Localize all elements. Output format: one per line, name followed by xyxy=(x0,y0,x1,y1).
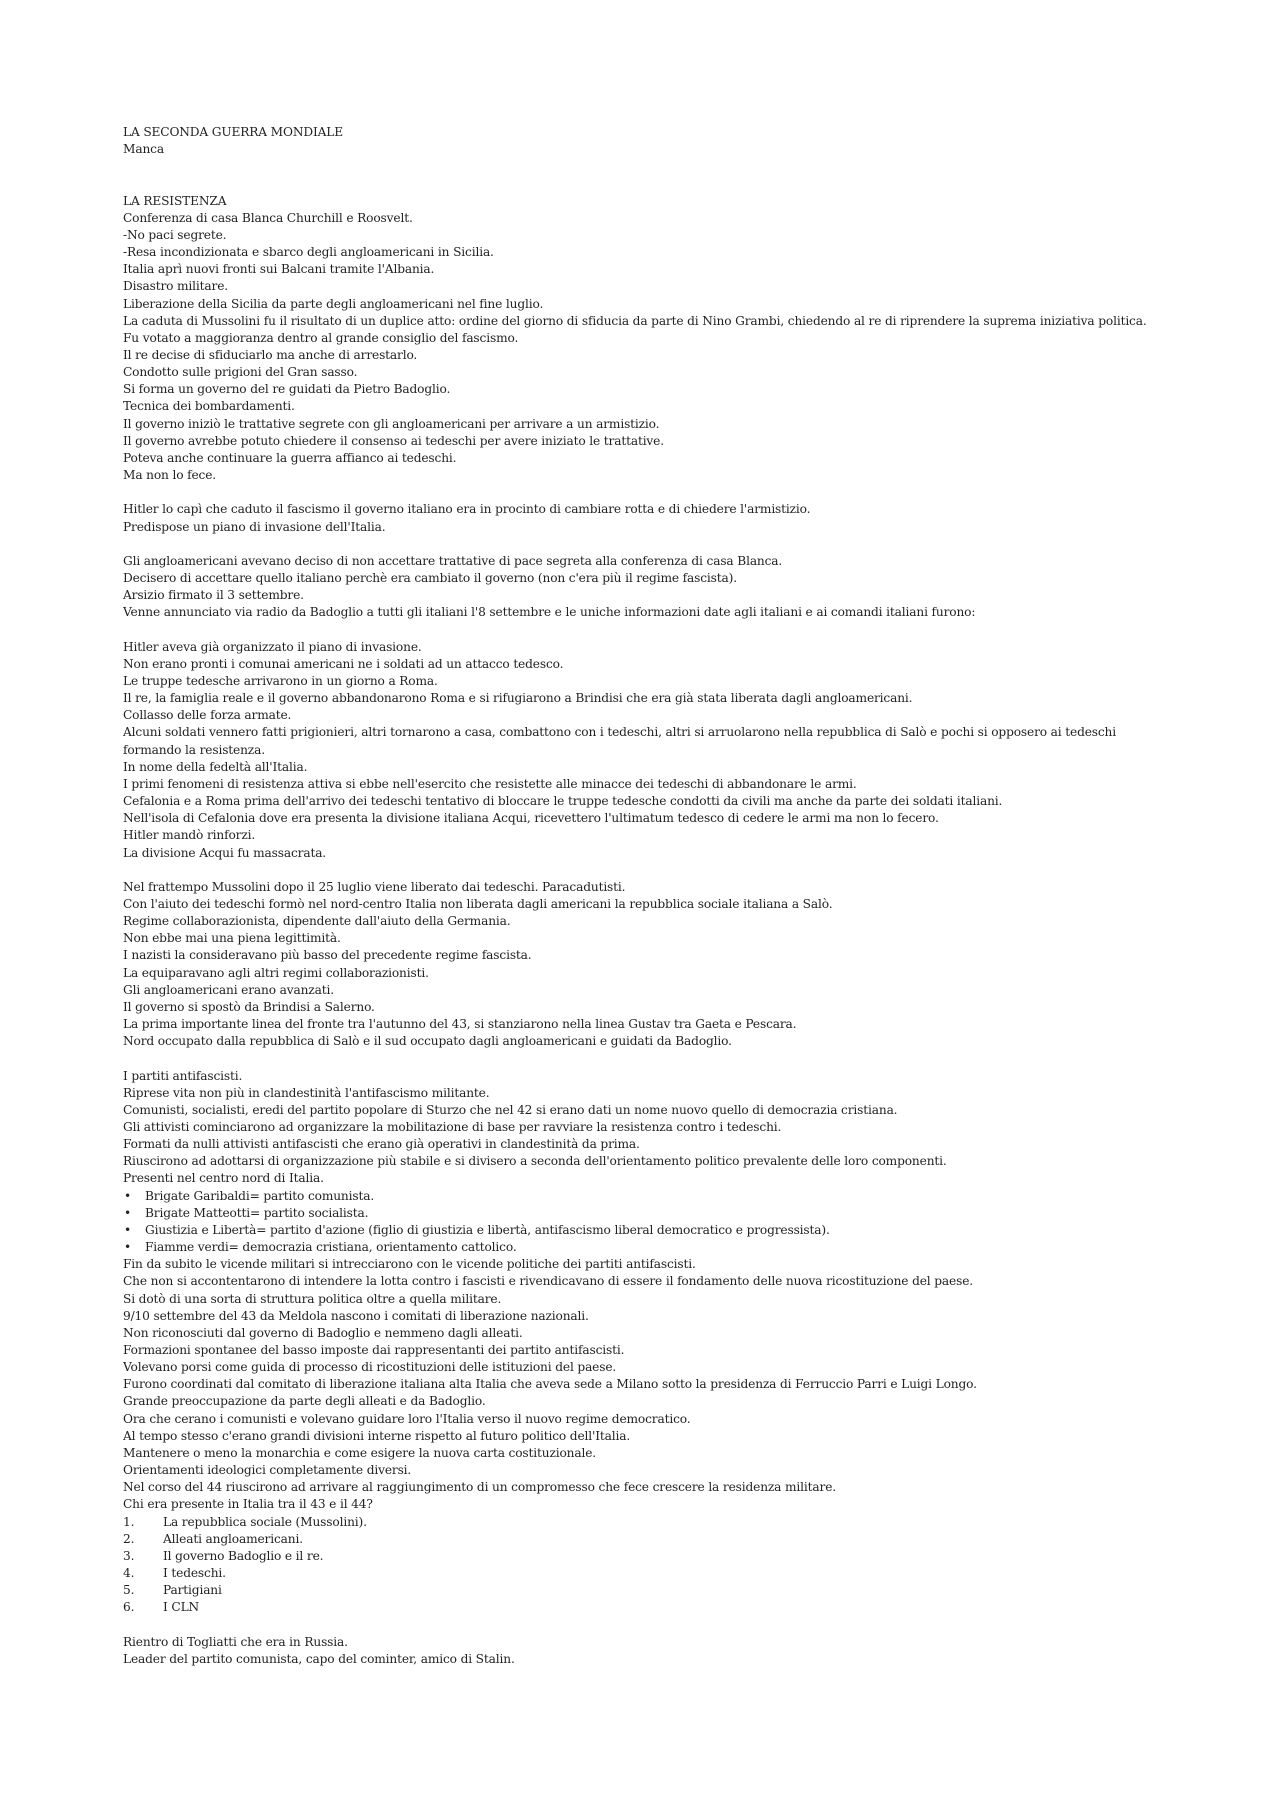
list-item xyxy=(123,1514,1163,1531)
list-item xyxy=(123,1582,1163,1599)
list-item-text: Fiamme verdi= democrazia cristiana, orientamento cattolico. xyxy=(145,1240,517,1255)
text-line: Il governo si spostò da Brindisi a Salerno. xyxy=(123,999,375,1014)
list-item-text: La repubblica sociale (Mussolini). xyxy=(163,1514,367,1529)
text-line: Conferenza di casa Blanca Churchill e Roosvelt. xyxy=(123,210,413,225)
paragraph-block xyxy=(123,1634,1163,1668)
text-line: I primi fenomeni di resistenza attiva si ebbe nell'esercito che resistette alle minacce dei tedeschi di abbandonare le armi. xyxy=(123,776,857,791)
text-line: La divisione Acqui fu massacrata. xyxy=(123,845,327,860)
list-item-text: I tedeschi. xyxy=(163,1566,226,1581)
text-line: Arsizio firmato il 3 settembre. xyxy=(123,588,304,603)
text-line: I nazisti la consideravano più basso del precedente regime fascista. xyxy=(123,948,532,963)
text-line: Orientamenti ideologici completamente diversi. xyxy=(123,1463,412,1478)
list-item xyxy=(123,1188,1163,1205)
text-line: Riuscirono ad adottarsi di organizzazione più stabile e si divisero a seconda dell'orientamento politico prevalente delle loro componenti. xyxy=(123,1154,947,1169)
list-item xyxy=(123,1565,1163,1582)
list-item xyxy=(123,1548,1163,1565)
text-line: Formati da nulli attivisti antifascisti che erano già operativi in clandestinità da prima. xyxy=(123,1137,640,1152)
spacer xyxy=(123,621,1163,638)
text-line: Non ebbe mai una piena legittimità. xyxy=(123,931,341,946)
text-line: Leader del partito comunista, capo del cominter, amico di Stalin. xyxy=(123,1651,515,1666)
list-item-text: Alleati angloamericani. xyxy=(163,1531,303,1546)
text-line: Hitler aveva già organizzato il piano di invasione. xyxy=(123,639,422,654)
text-line: Formazioni spontanee del basso imposte dai rappresentanti dei partito antifascisti. xyxy=(123,1343,625,1357)
text-line: Gli angloamericani avevano deciso di non accettare trattative di pace segreta alla conferenza di casa Blanca. xyxy=(123,553,783,568)
text-line: I partiti antifascisti. xyxy=(123,1068,243,1083)
text-line: Riprese vita non più in clandestinità l'antifascismo militante. xyxy=(123,1085,490,1100)
text-line: Italia aprì nuovi fronti sui Balcani tramite l'Albania. xyxy=(123,262,435,277)
spacer xyxy=(123,862,1163,879)
text-line: Alcuni soldati vennero fatti prigionieri, altri tornarono a casa, combattono con i tedeschi, altri si arruolarono nella repubblica di Salò e pochi si opposero ai tedeschi formando la resistenza. xyxy=(123,725,1117,757)
paragraph-block xyxy=(123,1068,1163,1188)
list-number: 4. xyxy=(123,1566,135,1581)
text-line: -Resa incondizionata e sbarco degli angloamericani in Sicilia. xyxy=(123,245,494,260)
spacer xyxy=(123,484,1163,501)
text-line: In nome della fedeltà all'Italia. xyxy=(123,759,308,774)
text-line: Cefalonia e a Roma prima dell'arrivo dei tedeschi tentativo di bloccare le truppe tedesche condotti da civili ma anche da parte dei soldati italiani. xyxy=(123,794,1003,809)
text-line: Ma non lo fece. xyxy=(123,468,217,483)
text-line: Comunisti, socialisti, eredi del partito popolare di Sturzo che nel 42 si erano dati un nome nuovo quello di democrazia cristiana. xyxy=(123,1102,898,1117)
document-page xyxy=(123,124,1163,1668)
text-line: Si dotò di una sorta di struttura politica oltre a quella militare. xyxy=(123,1291,502,1306)
text-line: -No paci segrete. xyxy=(123,227,227,242)
paragraph-block xyxy=(123,879,1163,1051)
text-line: Hitler lo capì che caduto il fascismo il governo italiano era in procinto di cambiare rotta e di chiedere l'armistizio. xyxy=(123,502,811,517)
text-line: Il governo iniziò le trattative segrete con gli angloamericani per arrivare a un armistizio. xyxy=(123,416,660,431)
text-line: Il governo avrebbe potuto chiedere il consenso ai tedeschi per avere iniziato le trattative. xyxy=(123,433,664,448)
text-line: Liberazione della Sicilia da parte degli angloamericani nel fine luglio. xyxy=(123,296,544,311)
list-item xyxy=(123,1205,1163,1222)
list-item xyxy=(123,1239,1163,1256)
text-line: Nel frattempo Mussolini dopo il 25 luglio viene liberato dai tedeschi. Paracadutisti. xyxy=(123,879,626,894)
paragraph-block xyxy=(123,639,1163,862)
list-number: 2. xyxy=(123,1531,135,1546)
numbered-list xyxy=(123,1514,1163,1617)
text-line: Si forma un governo del re guidati da Pietro Badoglio. xyxy=(123,382,451,397)
text-line: Il re, la famiglia reale e il governo abbandonarono Roma e si rifugiarono a Brindisi che era già stata liberata dagli angloamericani. xyxy=(123,691,913,706)
text-line: Volevano porsi come guida di processo di ricostituzioni delle istituzioni del paese. xyxy=(123,1360,617,1375)
text-line: Hitler mandò rinforzi. xyxy=(123,828,256,843)
section-title: LA RESISTENZA xyxy=(123,193,227,208)
text-line: Regime collaborazionista, dipendente dall'aiuto della Germania. xyxy=(123,914,511,929)
list-item-text: Il governo Badoglio e il re. xyxy=(163,1548,324,1563)
paragraph-block xyxy=(123,501,1163,535)
list-number: 3. xyxy=(123,1548,135,1563)
list-item-text: Giustizia e Libertà= partito d'azione (figlio di giustizia e libertà, antifascismo liberal democratico e progressista). xyxy=(145,1222,830,1237)
paragraph-block xyxy=(123,553,1163,622)
text-line: Gli angloamericani erano avanzati. xyxy=(123,982,334,997)
text-line: Venne annunciato via radio da Badoglio a tutti gli italiani l'8 settembre e le uniche informazioni date agli italiani e ai comandi italiani furono: xyxy=(123,605,976,620)
section-note: Manca xyxy=(123,142,164,157)
text-line: Predispose un piano di invasione dell'Italia. xyxy=(123,519,386,534)
text-line: La equiparavano agli altri regimi collaborazionisti. xyxy=(123,965,429,980)
paragraph-block xyxy=(123,1256,1163,1513)
section-title: LA SECONDA GUERRA MONDIALE xyxy=(123,125,343,139)
text-line: Il re decise di sfiduciarlo ma anche di arrestarlo. xyxy=(123,348,418,363)
paragraph-block xyxy=(123,210,1163,485)
text-line: Con l'aiuto dei tedeschi formò nel nord-centro Italia non liberata dagli americani la repubblica sociale italiana a Salò. xyxy=(123,896,833,911)
list-item-text: Partigiani xyxy=(163,1583,222,1598)
text-line: Condotto sulle prigioni del Gran sasso. xyxy=(123,365,358,380)
text-line: Non riconosciuti dal governo di Badoglio e nemmeno dagli alleati. xyxy=(123,1325,523,1340)
text-line: La prima importante linea del fronte tra l'autunno del 43, si stanziarono nella linea Gustav tra Gaeta e Pescara. xyxy=(123,1017,797,1032)
text-line: Fin da subito le vicende militari si intrecciarono con le vicende politiche dei partiti antifascisti. xyxy=(123,1257,696,1272)
text-line: Poteva anche continuare la guerra affianco ai tedeschi. xyxy=(123,450,457,465)
text-line: Ora che cerano i comunisti e volevano guidare loro l'Italia verso il nuovo regime democratico. xyxy=(123,1411,691,1426)
list-number: 5. xyxy=(123,1583,135,1598)
text-line: Rientro di Togliatti che era in Russia. xyxy=(123,1634,348,1649)
list-number: 1. xyxy=(123,1514,135,1529)
text-line: Grande preoccupazione da parte degli alleati e da Badoglio. xyxy=(123,1394,486,1409)
text-line: Che non si accontentarono di intendere la lotta contro i fascisti e rivendicavano di essere il fondamento delle nuova ricostituzione del paese. xyxy=(123,1274,973,1289)
text-line: Gli attivisti cominciarono ad organizzare la mobilitazione di base per ravviare la resistenza contro i tedeschi. xyxy=(123,1119,782,1134)
text-line: 9/10 settembre del 43 da Meldola nascono i comitati di liberazione nazionali. xyxy=(123,1308,589,1323)
spacer xyxy=(123,1617,1163,1634)
spacer xyxy=(123,1050,1163,1067)
bullet-icon: • xyxy=(124,1205,132,1220)
bullet-icon: • xyxy=(124,1240,132,1255)
list-item-text: Brigate Matteotti= partito socialista. xyxy=(145,1205,369,1220)
list-item-text: Brigate Garibaldi= partito comunista. xyxy=(145,1188,375,1203)
text-line: Decisero di accettare quello italiano perchè era cambiato il governo (non c'era più il regime fascista). xyxy=(123,571,737,586)
text-line: Le truppe tedesche arrivarono in un giorno a Roma. xyxy=(123,673,438,688)
text-line: Non erano pronti i comunai americani ne i soldati ad un attacco tedesco. xyxy=(123,656,564,671)
spacer xyxy=(123,158,1163,192)
bullet-list xyxy=(123,1188,1163,1257)
text-line: Presenti nel centro nord di Italia. xyxy=(123,1171,324,1186)
list-item xyxy=(123,1222,1163,1239)
text-line: Fu votato a maggioranza dentro al grande consiglio del fascismo. xyxy=(123,330,519,345)
text-line: Tecnica dei bombardamenti. xyxy=(123,399,295,414)
list-item xyxy=(123,1599,1163,1616)
text-line: Nel corso del 44 riuscirono ad arrivare al raggiungimento di un compromesso che fece crescere la residenza militare. xyxy=(123,1480,836,1495)
text-line: Nord occupato dalla repubblica di Salò e il sud occupato dagli angloamericani e guidati da Badoglio. xyxy=(123,1034,732,1049)
list-number: 6. xyxy=(123,1600,135,1615)
text-line: Chi era presente in Italia tra il 43 e il 44? xyxy=(123,1497,373,1512)
text-line: Mantenere o meno la monarchia e come esigere la nuova carta costituzionale. xyxy=(123,1445,597,1460)
list-item-text: I CLN xyxy=(163,1600,200,1615)
bullet-icon: • xyxy=(124,1222,132,1237)
text-line: Collasso delle forza armate. xyxy=(123,708,292,723)
list-item xyxy=(123,1531,1163,1548)
text-line: Al tempo stesso c'erano grandi divisioni interne rispetto al futuro politico dell'Italia. xyxy=(123,1428,631,1443)
spacer xyxy=(123,536,1163,553)
text-line: Nell'isola di Cefalonia dove era presenta la divisione italiana Acqui, ricevettero l'ultimatum tedesco di cedere le armi ma non lo fecero. xyxy=(123,811,939,826)
text-line: Disastro militare. xyxy=(123,279,229,294)
text-line: La caduta di Mussolini fu il risultato di un duplice atto: ordine del giorno di sfiducia da parte di Nino Grambi, chiedendo al re di riprendere la suprema iniziativa politica. xyxy=(123,313,1147,328)
bullet-icon: • xyxy=(124,1188,132,1203)
text-line: Furono coordinati dal comitato di liberazione italiana alta Italia che aveva sede a Milano sotto la presidenza di Ferruccio Parri e Luigi Longo. xyxy=(123,1377,977,1392)
